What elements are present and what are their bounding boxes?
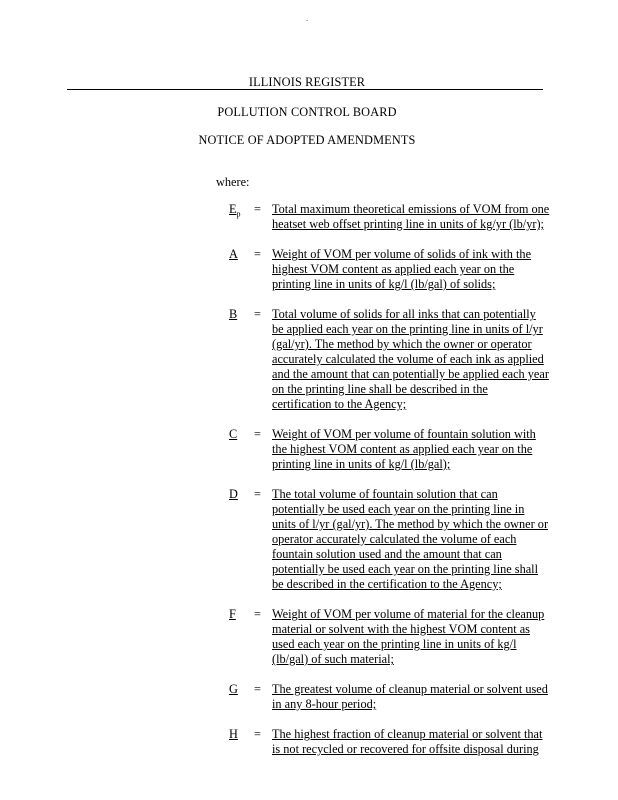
definitions-list <box>224 202 554 757</box>
board-title: POLLUTION CONTROL BOARD <box>217 105 397 119</box>
definition-operator: = <box>254 307 261 321</box>
definition-symbol: B <box>229 307 238 321</box>
definition-operator: = <box>254 427 261 441</box>
definition-operator: = <box>254 607 261 621</box>
definition-c <box>224 427 554 472</box>
definition-b <box>224 307 554 412</box>
definition-text: The highest fraction of cleanup material or solvent that is not recycled or recovered for offsite disposal during <box>272 727 543 756</box>
definition-symbol: D <box>229 487 238 501</box>
page-dot: . <box>306 13 309 23</box>
definition-symbol: C <box>229 427 238 441</box>
definition-text: The total volume of fountain solution that can potentially be used each year on the printing line in units of l/yr (gal/yr). The method by which the owner or operator accurately calculated the volume of each fountain solution used and the amount that can potentially be used each year on the printing line shall be described in the certification to the Agency; <box>272 487 549 591</box>
definition-symbol: H <box>229 727 238 741</box>
definition-d <box>224 487 554 592</box>
definition-symbol: G <box>229 682 238 696</box>
notice-title: NOTICE OF ADOPTED AMENDMENTS <box>198 133 416 147</box>
definition-text: The greatest volume of cleanup material or solvent used in any 8-hour period; <box>272 682 548 711</box>
register-rule <box>67 89 543 90</box>
definition-text: Total maximum theoretical emissions of VOM from one heatset web offset printing line in units of kg/yr (lb/yr); <box>272 202 550 231</box>
definition-h <box>224 727 554 757</box>
definition-operator: = <box>254 487 261 501</box>
definition-e <box>224 202 554 232</box>
definition-text: Weight of VOM per volume of fountain solution with the highest VOM content as applied each year on the printing line in units of kg/l (lb/gal); <box>272 427 536 471</box>
symbol-subscript: p <box>236 209 241 219</box>
definition-g <box>224 682 554 712</box>
definition-symbol: F <box>229 607 236 621</box>
definition-operator: = <box>254 202 261 216</box>
symbol-letter: E <box>229 202 237 216</box>
where-label: where: <box>216 175 250 189</box>
definition-a <box>224 247 554 292</box>
definition-operator: = <box>254 727 261 741</box>
definition-symbol: A <box>229 247 238 261</box>
definition-f <box>224 607 554 667</box>
definition-operator: = <box>254 682 261 696</box>
definition-text: Weight of VOM per volume of material for the cleanup material or solvent with the highest VOM content as used each year on the printing line in units of kg/l (lb/gal) of such material; <box>272 607 545 666</box>
definition-operator: = <box>254 247 261 261</box>
definition-symbol <box>224 202 254 217</box>
definition-text: Weight of VOM per volume of solids of ink with the highest VOM content as applied each year on the printing line in units of kg/l (lb/gal) of solids; <box>272 247 532 291</box>
definition-text: Total volume of solids for all inks that can potentially be applied each year on the printing line in units of l/yr (gal/yr). The method by which the owner or operator accurately calculated the volume of each ink as applied and the amount that can potentially be applied each year on the printing line shall be described in the certification to the Agency; <box>272 307 549 411</box>
register-title: ILLINOIS REGISTER <box>248 75 366 89</box>
